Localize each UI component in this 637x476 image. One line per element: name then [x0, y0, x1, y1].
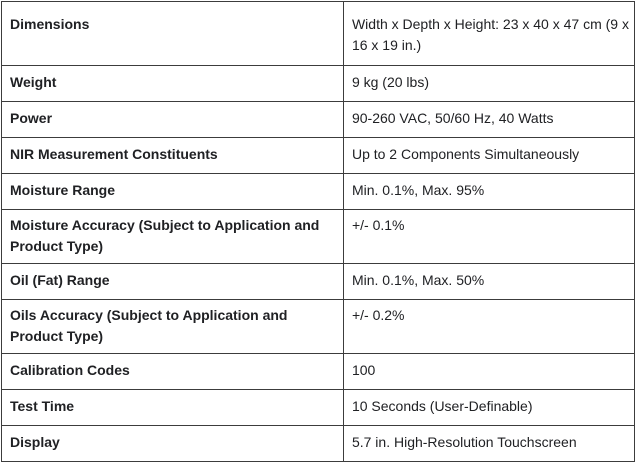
- spec-label: Calibration Codes: [2, 354, 344, 390]
- table-row: [2, 426, 635, 462]
- spec-label: Oil (Fat) Range: [2, 264, 344, 300]
- spec-value: 5.7 in. High-Resolution Touchscreen: [343, 426, 634, 462]
- spec-value: Up to 2 Components Simultaneously: [343, 138, 634, 174]
- spec-label: Moisture Accuracy (Subject to Application and Product Type): [2, 210, 344, 264]
- spec-table-body: [2, 2, 635, 462]
- table-row: [2, 390, 635, 426]
- table-row: [2, 354, 635, 390]
- spec-label: Dimensions: [2, 2, 344, 66]
- table-row: [2, 66, 635, 102]
- spec-label: NIR Measurement Constituents: [2, 138, 344, 174]
- table-row: [2, 138, 635, 174]
- table-row: [2, 210, 635, 264]
- spec-label: Weight: [2, 66, 344, 102]
- table-row: [2, 102, 635, 138]
- spec-label: Moisture Range: [2, 174, 344, 210]
- spec-value: Min. 0.1%, Max. 95%: [343, 174, 634, 210]
- spec-value: +/- 0.2%: [343, 300, 634, 354]
- spec-value: 100: [343, 354, 634, 390]
- spec-label: Test Time: [2, 390, 344, 426]
- spec-label: Oils Accuracy (Subject to Application and Product Type): [2, 300, 344, 354]
- spec-value: 90-260 VAC, 50/60 Hz, 40 Watts: [343, 102, 634, 138]
- spec-value: +/- 0.1%: [343, 210, 634, 264]
- spec-value: Min. 0.1%, Max. 50%: [343, 264, 634, 300]
- spec-label: Display: [2, 426, 344, 462]
- table-row: [2, 264, 635, 300]
- table-row: [2, 300, 635, 354]
- spec-table: [1, 1, 635, 462]
- spec-value: 9 kg (20 lbs): [343, 66, 634, 102]
- spec-label: Power: [2, 102, 344, 138]
- spec-value: 10 Seconds (User-Definable): [343, 390, 634, 426]
- table-row: [2, 2, 635, 66]
- table-row: [2, 174, 635, 210]
- spec-value: Width x Depth x Height: 23 x 40 x 47 cm (9 x 16 x 19 in.): [343, 2, 634, 66]
